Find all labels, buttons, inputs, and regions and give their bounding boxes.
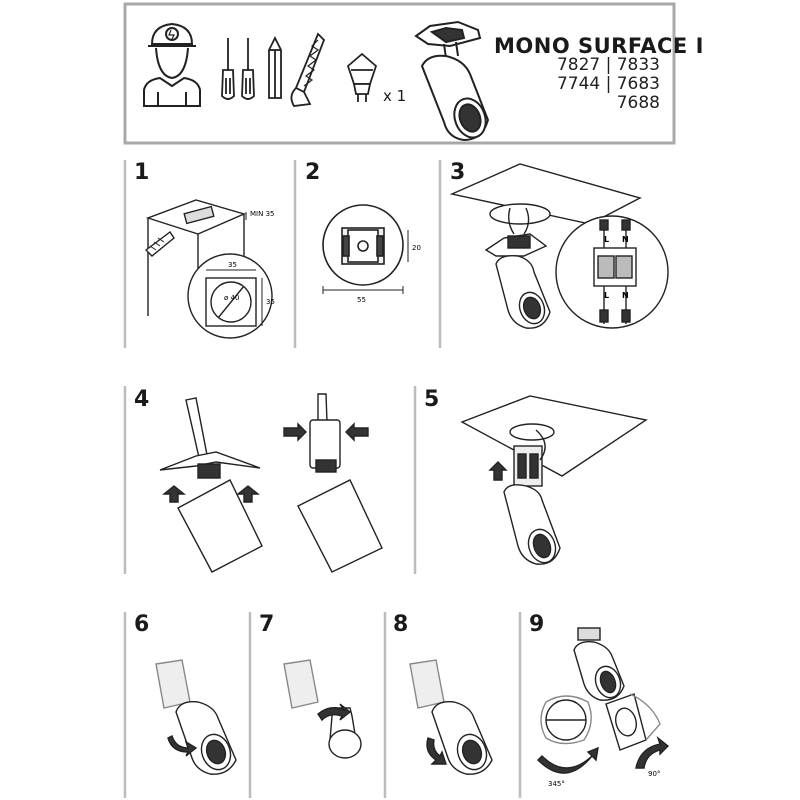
electrician-icon: [144, 24, 200, 106]
step1-illustration: [146, 200, 275, 338]
saw-icon: [291, 34, 324, 106]
quantity-label: x 1: [383, 87, 407, 105]
step-number: 6: [134, 612, 150, 637]
code-line: 7744 | 7683: [556, 74, 660, 94]
width-label: 55: [357, 296, 366, 304]
step-number: 5: [424, 387, 440, 412]
step6-illustration: [156, 660, 236, 774]
step-number: 4: [134, 387, 150, 412]
step9-illustration: [538, 628, 668, 773]
step8-illustration: [410, 660, 492, 774]
live-label-bottom: L: [604, 291, 610, 300]
bulb-icon: [348, 54, 376, 102]
diameter-label: ø 40: [224, 294, 240, 302]
step-number: 2: [305, 160, 321, 185]
step-number: 1: [134, 160, 150, 185]
step-number: 3: [450, 160, 466, 185]
code-line: 7688: [616, 93, 660, 113]
step-number: 9: [529, 612, 545, 637]
screwdriver-icon: [222, 38, 234, 99]
step3-illustration: [452, 164, 668, 328]
tilt-label: 90°: [648, 770, 661, 778]
luminaire-illustration: [416, 22, 491, 142]
height-label: 20: [412, 244, 421, 252]
step-number: 8: [393, 612, 409, 637]
step5-illustration: [462, 396, 646, 566]
live-label-top: L: [604, 235, 610, 244]
height-label: 35: [266, 298, 275, 306]
code-line: 7827 | 7833: [556, 55, 660, 75]
rotation-label: 345°: [548, 780, 565, 788]
step2-illustration: [323, 205, 408, 294]
pencil-icon: [269, 38, 281, 98]
step7-illustration: [284, 660, 361, 758]
product-codes: [557, 56, 660, 113]
step-number: 7: [259, 612, 275, 637]
neutral-label-top: N: [622, 235, 629, 244]
min-depth-label: MIN 35: [250, 210, 275, 218]
step4-illustration: [160, 394, 382, 572]
neutral-label-bottom: N: [622, 291, 629, 300]
screwdriver-icon: [242, 38, 254, 99]
width-label: 35: [228, 261, 237, 269]
product-title: MONO SURFACE I: [494, 34, 704, 58]
